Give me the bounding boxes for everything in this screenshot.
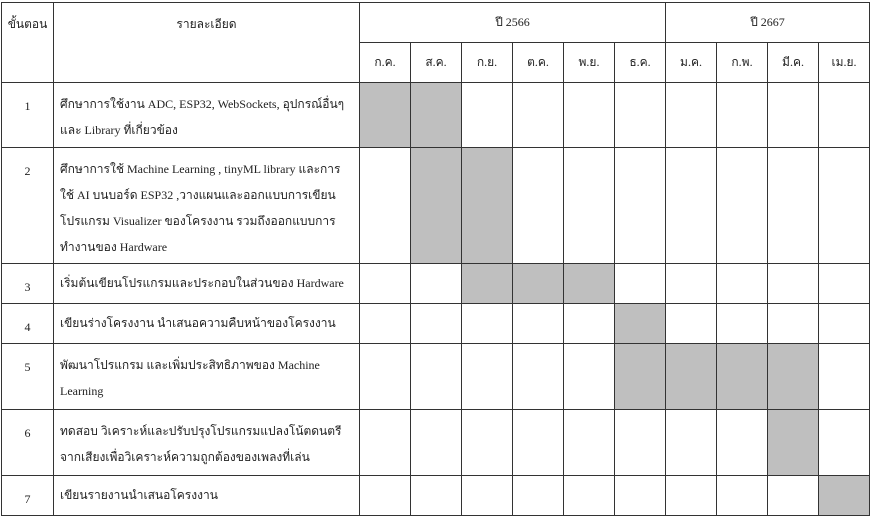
gantt-empty-cell [360, 304, 411, 344]
gantt-empty-cell [666, 83, 717, 148]
gantt-empty-cell [819, 304, 870, 344]
gantt-empty-cell [411, 344, 462, 410]
table-row [2, 410, 870, 476]
gantt-empty-cell [411, 410, 462, 476]
gantt-empty-cell [360, 344, 411, 410]
gantt-empty-cell [717, 476, 768, 516]
gantt-empty-cell [462, 476, 513, 516]
step-number: 3 [2, 264, 54, 304]
step-detail: พัฒนาโปรแกรม และเพิ่มประสิทธิภาพของ Machine Learning [54, 344, 360, 410]
month-header: ต.ค. [513, 43, 564, 83]
step-number: 4 [2, 304, 54, 344]
gantt-empty-cell [717, 410, 768, 476]
gantt-bar-cell [411, 83, 462, 148]
gantt-empty-cell [768, 264, 819, 304]
gantt-empty-cell [564, 148, 615, 264]
gantt-bar-cell [360, 83, 411, 148]
gantt-bar-cell [462, 148, 513, 264]
gantt-empty-cell [360, 264, 411, 304]
step-number: 6 [2, 410, 54, 476]
gantt-empty-cell [666, 264, 717, 304]
gantt-empty-cell [768, 476, 819, 516]
gantt-empty-cell [615, 264, 666, 304]
gantt-empty-cell [513, 344, 564, 410]
step-number: 5 [2, 344, 54, 410]
gantt-empty-cell [666, 148, 717, 264]
step-detail: ศึกษาการใช้ Machine Learning , tinyML library และการใช้ AI บนบอร์ด ESP32 ,วางแผนและออกแบบการเขียนโปรแกรม Visualizer ของโครงงาน รวมถึงออกแบบการทำงานของ Hardware [54, 148, 360, 264]
gantt-empty-cell [564, 304, 615, 344]
gantt-empty-cell [615, 83, 666, 148]
gantt-empty-cell [513, 476, 564, 516]
header-step: ขั้นตอน [2, 3, 54, 83]
table-row [2, 83, 870, 148]
gantt-empty-cell [666, 410, 717, 476]
gantt-empty-cell [819, 344, 870, 410]
gantt-empty-cell [462, 83, 513, 148]
gantt-empty-cell [411, 264, 462, 304]
month-header: ธ.ค. [615, 43, 666, 83]
gantt-bar-cell [819, 476, 870, 516]
gantt-bar-cell [615, 344, 666, 410]
gantt-empty-cell [717, 148, 768, 264]
table-row [2, 304, 870, 344]
step-detail: ศึกษาการใช้งาน ADC, ESP32, WebSockets, อุปกรณ์อื่นๆ และ Library ที่เกี่ยวข้อง [54, 83, 360, 148]
step-detail: เริ่มต้นเขียนโปรแกรมและประกอบในส่วนของ Hardware [54, 264, 360, 304]
year-header: ปี 2566 [360, 3, 666, 43]
gantt-empty-cell [717, 83, 768, 148]
gantt-bar-cell [666, 344, 717, 410]
gantt-empty-cell [513, 410, 564, 476]
month-header: ม.ค. [666, 43, 717, 83]
gantt-empty-cell [564, 410, 615, 476]
gantt-empty-cell [513, 148, 564, 264]
gantt-bar-cell [564, 264, 615, 304]
gantt-bar-cell [462, 264, 513, 304]
gantt-empty-cell [360, 148, 411, 264]
gantt-empty-cell [819, 83, 870, 148]
gantt-empty-cell [462, 304, 513, 344]
gantt-empty-cell [717, 304, 768, 344]
gantt-empty-cell [360, 476, 411, 516]
gantt-bar-cell [615, 304, 666, 344]
month-header: ก.ค. [360, 43, 411, 83]
gantt-empty-cell [411, 304, 462, 344]
year-header: ปี 2667 [666, 3, 870, 43]
gantt-empty-cell [819, 264, 870, 304]
gantt-bar-cell [717, 344, 768, 410]
gantt-empty-cell [513, 83, 564, 148]
gantt-empty-cell [564, 344, 615, 410]
header-details: รายละเอียด [54, 3, 360, 83]
gantt-empty-cell [564, 476, 615, 516]
step-number: 2 [2, 148, 54, 264]
gantt-empty-cell [768, 148, 819, 264]
month-header: ก.ย. [462, 43, 513, 83]
gantt-empty-cell [513, 304, 564, 344]
month-header: ส.ค. [411, 43, 462, 83]
step-detail: เขียนรายงานนำเสนอโครงงาน [54, 476, 360, 516]
table-row [2, 476, 870, 516]
gantt-bar-cell [411, 148, 462, 264]
gantt-empty-cell [411, 476, 462, 516]
gantt-bar-cell [513, 264, 564, 304]
table-row [2, 264, 870, 304]
table-row [2, 148, 870, 264]
step-detail: ทดสอบ วิเคราะห์และปรับปรุงโปรแกรมแปลงโน้ตดนตรีจากเสียงเพื่อวิเคราะห์ความถูกต้องของเพลงที่เล่น [54, 410, 360, 476]
gantt-empty-cell [768, 304, 819, 344]
gantt-empty-cell [768, 83, 819, 148]
gantt-empty-cell [666, 476, 717, 516]
month-header: มี.ค. [768, 43, 819, 83]
gantt-empty-cell [717, 264, 768, 304]
step-number: 7 [2, 476, 54, 516]
gantt-empty-cell [360, 410, 411, 476]
gantt-empty-cell [615, 476, 666, 516]
gantt-empty-cell [564, 83, 615, 148]
gantt-empty-cell [615, 148, 666, 264]
gantt-empty-cell [462, 410, 513, 476]
step-detail: เขียนร่างโครงงาน นำเสนอความคืบหน้าของโครงงาน [54, 304, 360, 344]
gantt-empty-cell [819, 148, 870, 264]
gantt-schedule-table [1, 2, 870, 516]
month-header: พ.ย. [564, 43, 615, 83]
table-row [2, 344, 870, 410]
gantt-empty-cell [462, 344, 513, 410]
gantt-bar-cell [768, 344, 819, 410]
gantt-empty-cell [819, 410, 870, 476]
step-number: 1 [2, 83, 54, 148]
gantt-empty-cell [615, 410, 666, 476]
gantt-empty-cell [666, 304, 717, 344]
gantt-bar-cell [768, 410, 819, 476]
month-header: เม.ย. [819, 43, 870, 83]
month-header: ก.พ. [717, 43, 768, 83]
